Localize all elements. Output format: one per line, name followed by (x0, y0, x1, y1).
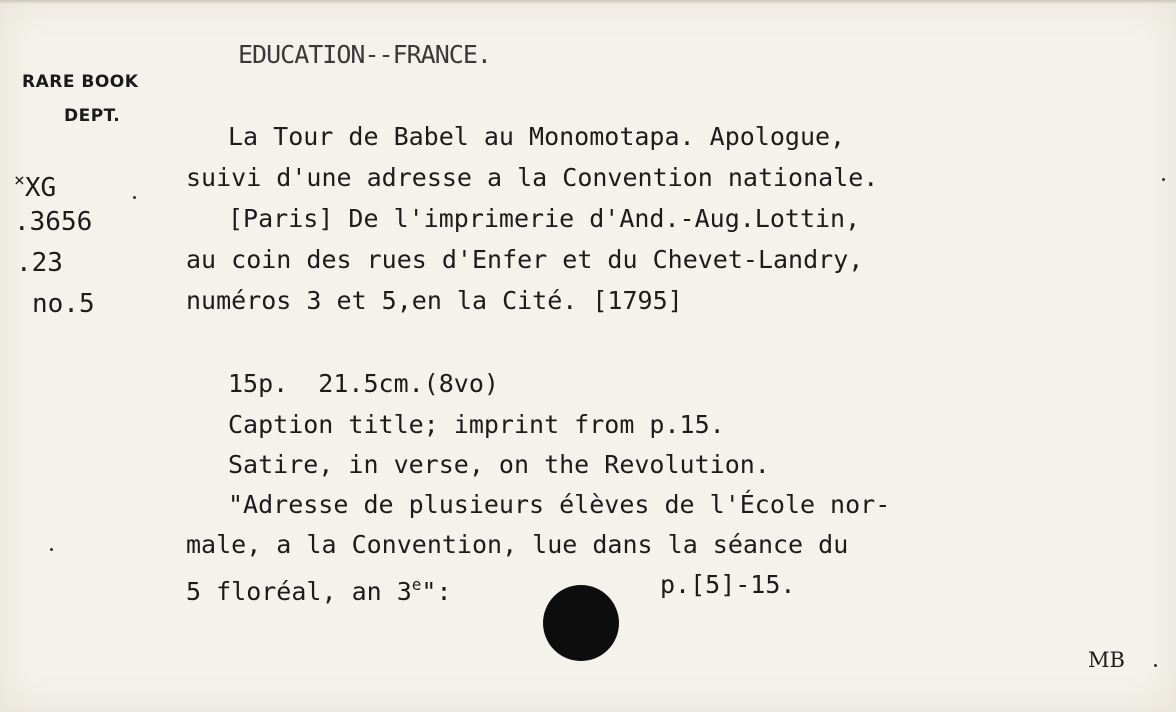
cross-mark-icon: × (14, 170, 25, 191)
subject-heading: EDUCATION--FRANCE. (238, 40, 491, 69)
superscript-e: e (411, 575, 422, 594)
speck (50, 548, 53, 551)
speck (1162, 178, 1165, 181)
adresse-note-cont: male, a la Convention, lue dans la séance du (186, 530, 849, 559)
adresse-note: "Adresse de plusieurs élèves de l'École nor- (228, 490, 891, 519)
call-number-line3: .23 (16, 248, 63, 278)
cataloger-initials: MB (1088, 648, 1125, 672)
call-number-line4: no.5 (32, 289, 95, 319)
closing-quote: ": (421, 577, 452, 606)
speck (1154, 664, 1157, 667)
collation-note: 15p. 21.5cm.(8vo) (228, 369, 499, 398)
floreal-date: 5 floréal, an 3 (186, 577, 412, 606)
caption-note: Caption title; imprint from p.15. (228, 410, 725, 439)
rare-book-stamp-line1: RARE BOOK (22, 72, 139, 92)
rare-book-stamp-line2: DEPT. (64, 106, 121, 126)
title-line: suivi d'une adresse a la Convention nationale. (186, 163, 879, 192)
speck (133, 196, 136, 199)
call-number-line2: .3656 (14, 207, 93, 237)
satire-note: Satire, in verse, on the Revolution. (228, 450, 770, 479)
card-punch-hole (543, 585, 619, 661)
title-line: La Tour de Babel au Monomotapa. Apologue, (228, 122, 846, 151)
call-number-class: XG (24, 173, 57, 203)
call-number-line1 (14, 166, 56, 203)
adresse-note-end (186, 570, 452, 607)
card-top-edge (0, 0, 1176, 4)
imprint-line: au coin des rues d'Enfer et du Chevet-Landry, (186, 245, 864, 274)
page-range: p.[5]-15. (660, 570, 796, 599)
imprint-line: [Paris] De l'imprimerie d'And.-Aug.Lottin, (228, 204, 861, 233)
imprint-line: numéros 3 et 5,en la Cité. [1795] (186, 286, 683, 315)
